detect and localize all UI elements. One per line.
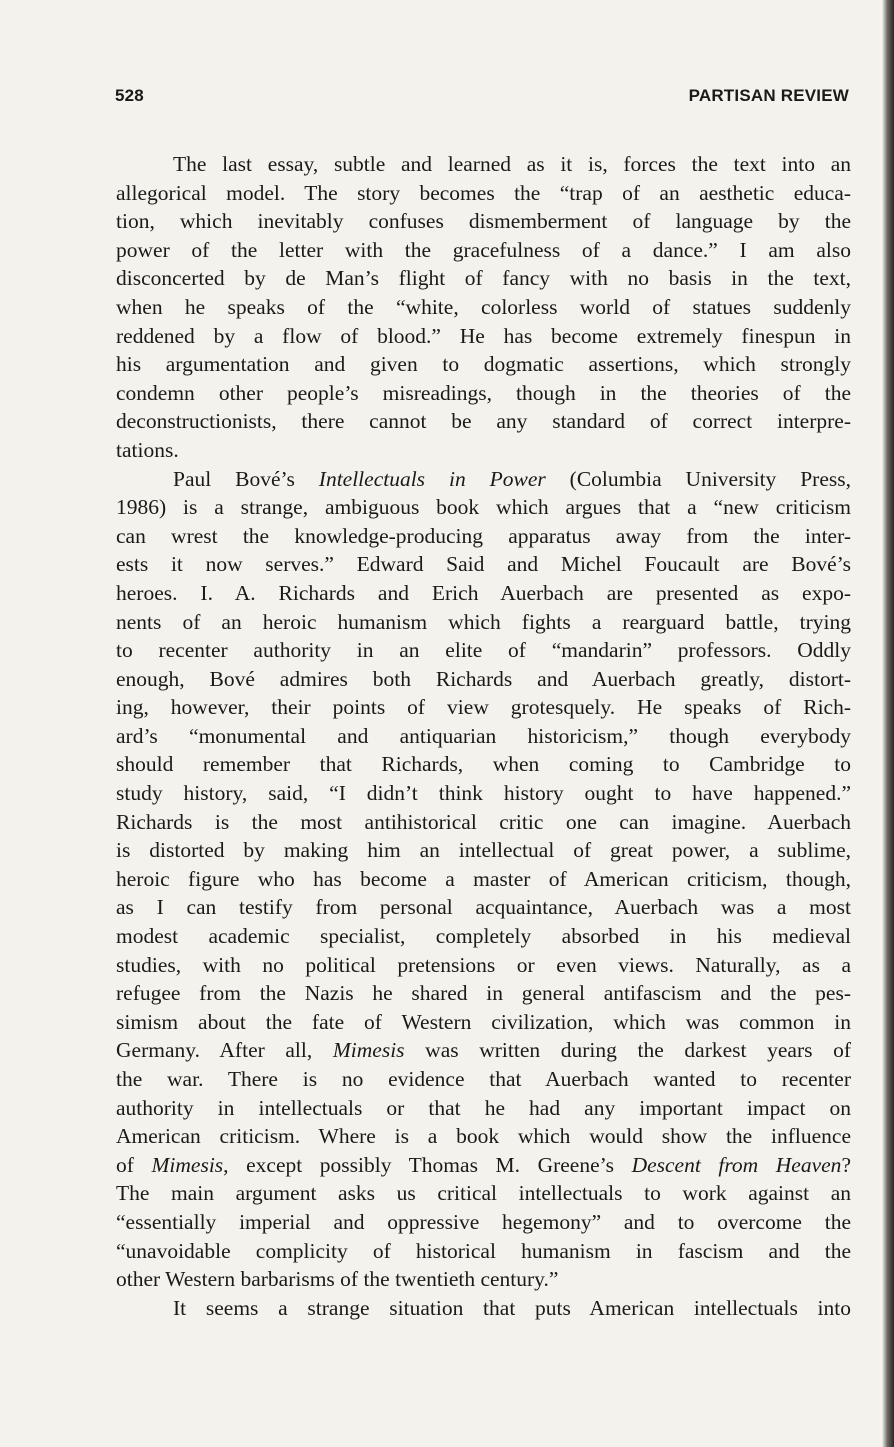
text-line: allegorical model. The story becomes the “trap of an aesthetic educa- bbox=[116, 180, 851, 205]
text-line: “unavoidable complicity of historical humanism in fascism and the bbox=[116, 1238, 851, 1263]
text-line: simism about the fate of Western civilization, which was common in bbox=[116, 1009, 851, 1034]
text-line: modest academic specialist, completely absorbed in his medieval bbox=[116, 924, 851, 949]
body-text bbox=[116, 150, 851, 1322]
text-line: authority in intellectuals or that he had any important impact on bbox=[116, 1095, 851, 1120]
page-number: 528 bbox=[115, 86, 144, 105]
text-line: American criticism. Where is a book which would show the influence bbox=[116, 1124, 851, 1149]
text-line: should remember that Richards, when coming to Cambridge to bbox=[116, 752, 851, 777]
text-line: ests it now serves.” Edward Said and Michel Foucault are Bové’s bbox=[116, 552, 851, 577]
text-line: deconstructionists, there cannot be any standard of correct interpre- bbox=[116, 409, 851, 434]
page-header bbox=[115, 86, 849, 110]
text-line: to recenter authority in an elite of “mandarin” professors. Oddly bbox=[116, 638, 851, 663]
running-head: PARTISAN REVIEW bbox=[688, 86, 849, 105]
text-line: studies, with no political pretensions or even views. Naturally, as a bbox=[116, 952, 851, 977]
text-line: study history, said, “I didn’t think history ought to have happened.” bbox=[116, 781, 851, 806]
text-line: nents of an heroic humanism which fights a rearguard battle, trying bbox=[116, 609, 851, 634]
text-line: reddened by a flow of blood.” He has become extremely finespun in bbox=[116, 323, 851, 348]
text-line: Richards is the most antihistorical critic one can imagine. Auerbach bbox=[116, 809, 851, 834]
text-line: disconcerted by de Man’s flight of fancy with no basis in the text, bbox=[116, 266, 851, 291]
text-line: enough, Bové admires both Richards and Auerbach greatly, distort- bbox=[116, 666, 851, 691]
text-line: ard’s “monumental and antiquarian historicism,” though everybody bbox=[116, 723, 851, 748]
text-line: other Western barbarisms of the twentieth century.” bbox=[116, 1267, 559, 1292]
text-line: The main argument asks us critical intellectuals to work against an bbox=[116, 1181, 851, 1206]
text-line: can wrest the knowledge-producing apparatus away from the inter- bbox=[116, 523, 851, 548]
text-line: the war. There is no evidence that Auerbach wanted to recenter bbox=[116, 1067, 851, 1091]
text-line: It seems a strange situation that puts American intellectuals into bbox=[173, 1295, 851, 1320]
text-line: tion, which inevitably confuses dismemberment of language by the bbox=[116, 209, 851, 234]
text-line: heroes. I. A. Richards and Erich Auerbach are presented as expo- bbox=[116, 580, 851, 605]
text-line: 1986) is a strange, ambiguous book which argues that a “new criticism bbox=[116, 495, 851, 520]
text-line: heroic figure who has become a master of American criticism, though, bbox=[116, 866, 851, 891]
text-line: refugee from the Nazis he shared in general antifascism and the pes- bbox=[116, 981, 851, 1006]
text-line: “essentially imperial and oppressive hegemony” and to overcome the bbox=[116, 1209, 851, 1234]
text-line: The last essay, subtle and learned as it is, forces the text into an bbox=[173, 152, 851, 176]
text-line: Germany. After all, Mimesis was written during the darkest years of bbox=[116, 1038, 852, 1063]
text-line: his argumentation and given to dogmatic assertions, which strongly bbox=[116, 352, 851, 377]
text-line: as I can testify from personal acquaintance, Auerbach was a most bbox=[116, 895, 851, 920]
text-line: power of the letter with the gracefulness of a dance.” I am also bbox=[116, 237, 851, 262]
text-line: tations. bbox=[116, 437, 179, 462]
text-line: condemn other people’s misreadings, though in the theories of the bbox=[116, 380, 851, 405]
text-line: Paul Bové’s Intellectuals in Power (Columbia University Press, bbox=[173, 466, 851, 491]
text-line: of Mimesis, except possibly Thomas M. Greene’s Descent from Heaven? bbox=[116, 1152, 851, 1177]
text-line: when he speaks of the “white, colorless world of statues suddenly bbox=[116, 294, 851, 319]
text-line: ing, however, their points of view grotesquely. He speaks of Rich- bbox=[116, 695, 851, 720]
page-edge-shadow bbox=[882, 0, 894, 1447]
text-line: is distorted by making him an intellectual of great power, a sublime, bbox=[116, 838, 851, 863]
